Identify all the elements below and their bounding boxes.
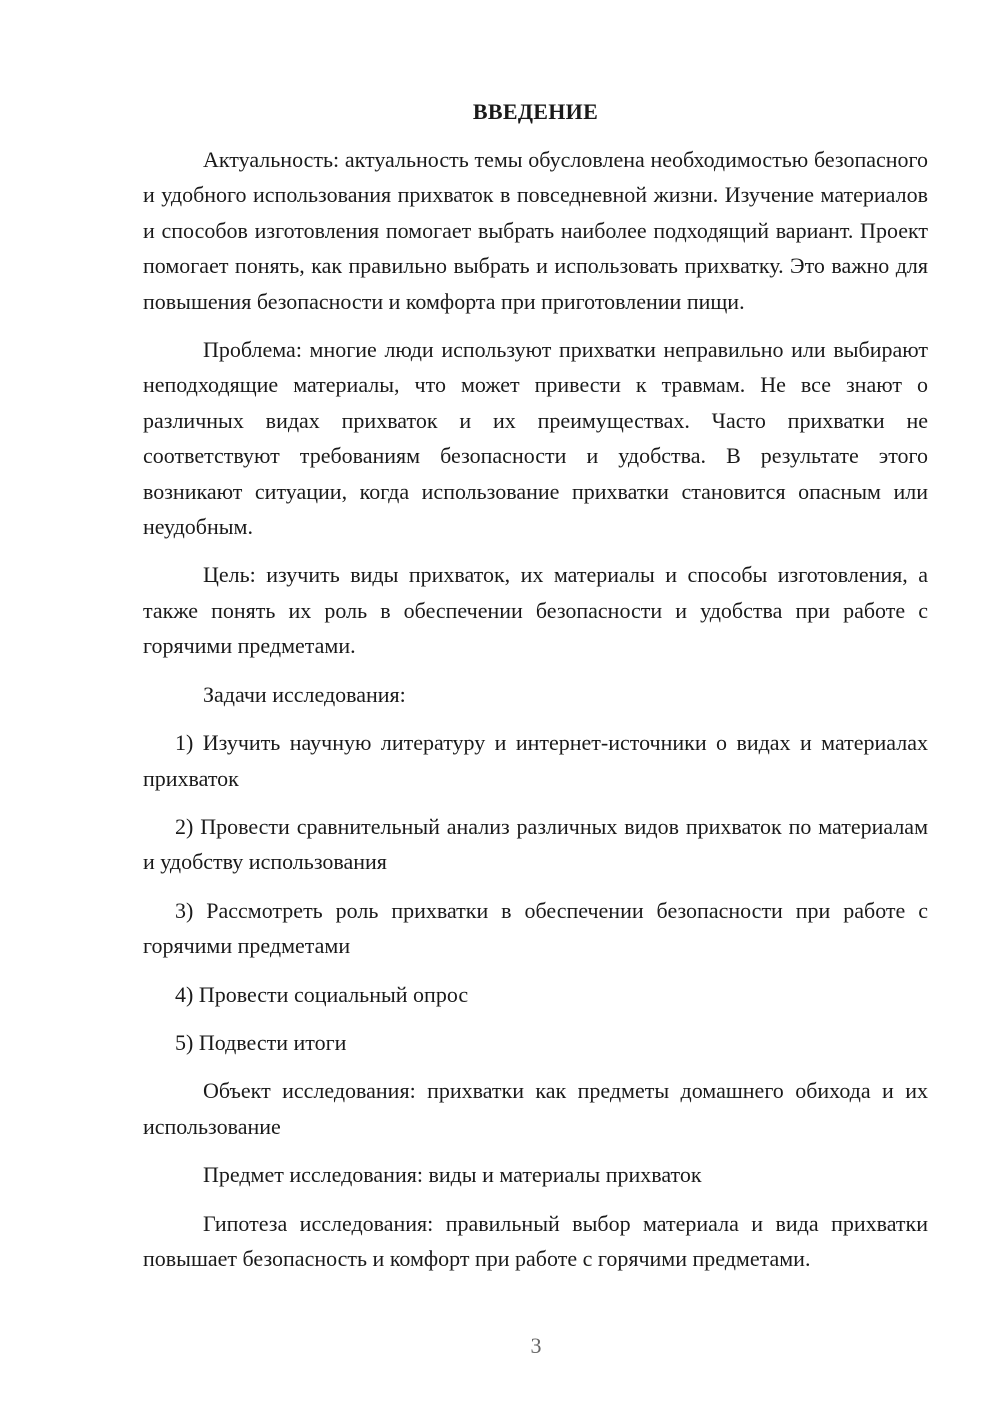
tasks-heading: Задачи исследования: <box>203 681 406 707</box>
relevance-paragraph: Актуальность: актуальность темы обусловлена необходимостью безопасного и удобного использования прихваток в повседневной жизни. Изучение материалов и способов изготовления помогает выбрать наиболее подходящий вариант. Проект помогает понять, как правильно выбрать и использовать прихватку. Это важно для повышения безопасности и комфорта при приготовлении пищи. <box>143 147 928 314</box>
task-item-1: 1) Изучить научную литературу и интернет-источники о видах и материалах прихваток <box>143 730 928 791</box>
task-item-2: 2) Провести сравнительный анализ различных видов прихваток по материалам и удобству использования <box>143 813 928 875</box>
goal-paragraph: Цель: изучить виды прихваток, их материалы и способы изготовления, а также понять их роль в обеспечении безопасности и удобства при работе с горячими предметами. <box>143 562 928 659</box>
object-paragraph: Объект исследования: прихватки как предметы домашнего обихода и их использование <box>143 1078 928 1139</box>
page-number: 3 <box>530 1333 542 1358</box>
subject-paragraph: Предмет исследования: виды и материалы прихваток <box>203 1162 702 1188</box>
page-title: ВВЕДЕНИЕ <box>472 99 599 124</box>
page-content <box>143 94 928 1289</box>
problem-paragraph: Проблема: многие люди используют прихватки неправильно или выбирают неподходящие материалы, что может привести к травмам. Не все знают о различных видах прихваток и их преимуществах. Часто прихватки не соответствуют требованиям безопасности и удобства. В результате этого возникают ситуации, когда использование прихватки становится опасным или неудобным. <box>143 337 928 540</box>
hypothesis-paragraph: Гипотеза исследования: правильный выбор материала и вида прихватки повышает безопасность и комфорт при работе с горячими предметами. <box>143 1210 928 1271</box>
task-item-3: 3) Рассмотреть роль прихватки в обеспечении безопасности при работе с горячими предметами <box>143 897 928 959</box>
task-item-5: 5) Подвести итоги <box>175 1029 347 1055</box>
task-item-4: 4) Провести социальный опрос <box>175 981 469 1007</box>
